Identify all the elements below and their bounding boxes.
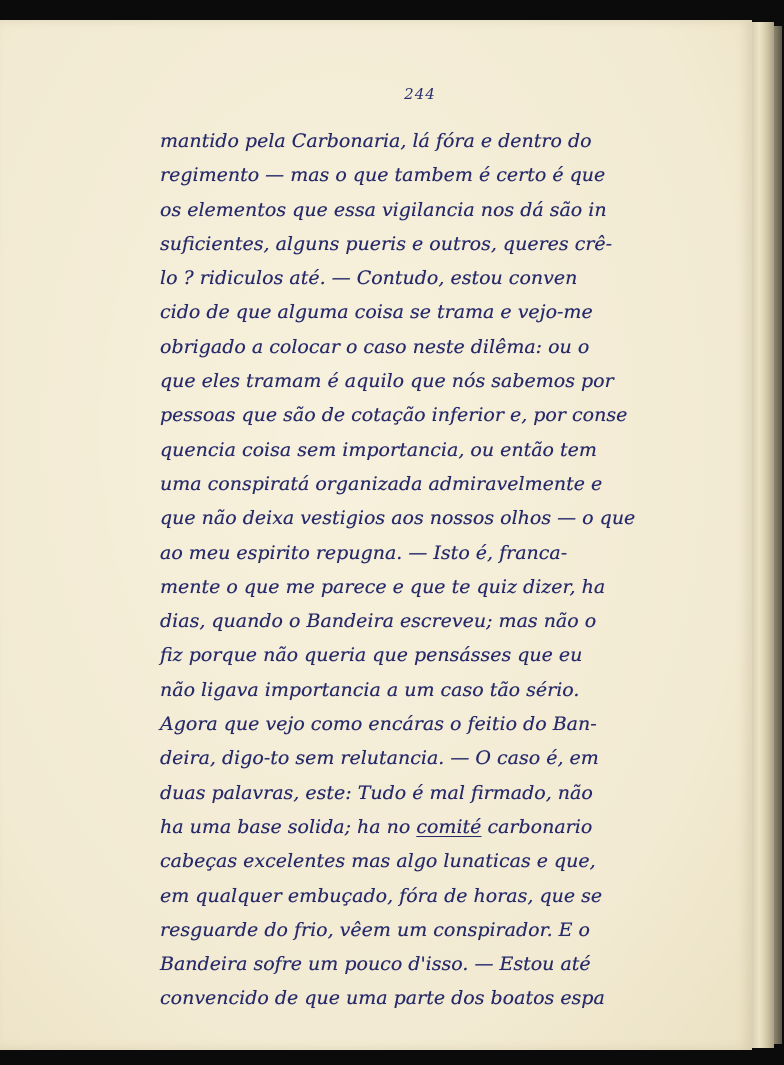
text-line-24: resguarde do frio, vêem um conspirador. E o [160,918,590,941]
text-line-14: mente o que me parece e que te quiz dizer, ha [160,575,606,598]
text-line-16: fiz porque não queria que pensásses que eu [160,644,583,667]
text-line-15: dias, quando o Bandeira escreveu; mas não o [160,610,597,633]
text-line-23: em qualquer embuçado, fóra de horas, que se [160,884,603,907]
manuscript-page [0,20,752,1050]
text-line-2: regimento — mas o que tambem é certo é que [160,164,606,187]
text-line-4: suficientes, alguns pueris e outros, queres crê- [160,232,613,255]
text-line-19: deira, digo-to sem relutancia. — O caso é, em [160,747,599,770]
book-cover-edge [774,26,782,1044]
text-line-10: quencia coisa sem importancia, ou então tem [160,438,597,461]
text-line-17: não ligava importancia a um caso tão sério. [160,678,580,701]
text-line-9: pessoas que são de cotação inferior e, por conse [160,404,628,427]
page-number: 244 [404,85,436,103]
text-line-5: lo ? ridiculos até. — Contudo, estou conven [160,267,578,290]
text-line-22: cabeças excelentes mas algo lunaticas e que, [160,850,596,873]
text-line-12: que não deixa vestigios aos nossos olhos — o que [160,507,636,530]
page-stack-edge [752,22,774,1048]
text-line-1: mantido pela Carbonaria, lá fóra e dentro do [160,130,592,152]
text-line-6: cido de que alguma coisa se trama e vejo-me [160,301,593,324]
handwritten-text [160,124,680,1016]
text-line-25: Bandeira sofre um pouco d'isso. — Estou até [160,953,591,976]
text-line-21: ha uma base solida; ha no comité carbonario [160,815,593,838]
text-line-3: os elementos que essa vigilancia nos dá são in [160,198,607,221]
text-line-18: Agora que vejo como encáras o feitio do Ban- [160,713,597,736]
text-line-20: duas palavras, este: Tudo é mal firmado, não [160,781,593,804]
text-line-8: que eles tramam é aquilo que nós sabemos por [160,370,614,393]
text-line-7: obrigado a colocar o caso neste dilêma: ou o [160,335,590,358]
underlined-word: comité [416,815,482,838]
text-line-26: convencido de que uma parte dos boatos espa [160,987,605,1010]
text-line-13: ao meu espirito repugna. — Isto é, franca- [160,541,568,564]
text-line-11: uma conspiratá organizada admiravelmente e [160,472,603,495]
